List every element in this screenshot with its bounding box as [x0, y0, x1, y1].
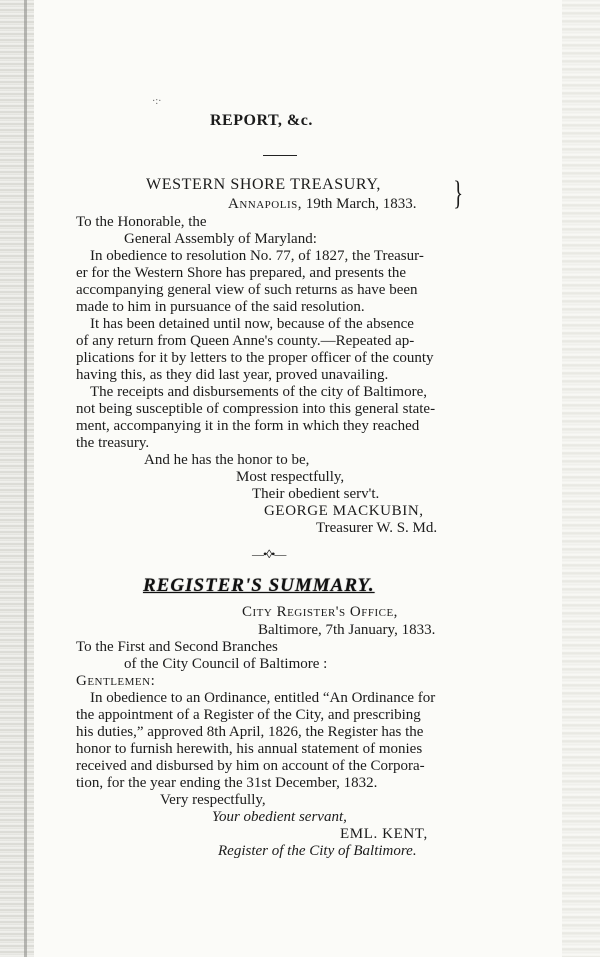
letter2-signature-title: Register of the City of Baltimore.: [218, 843, 417, 859]
letter1-closing: And he has the honor to be,: [144, 452, 310, 468]
letter2-body-line: his duties,” approved 8th April, 1826, the Register has the: [76, 724, 424, 740]
letter1-date: 19th March, 1833.: [305, 196, 417, 212]
page-title: REPORT, &c.: [210, 112, 313, 129]
letter1-body-line: accompanying general view of such returns as have been: [76, 282, 418, 298]
letter2-addressee: of the City Council of Baltimore :: [124, 656, 328, 672]
letter2-salutation: To the First and Second Branches: [76, 639, 278, 655]
letter1-body-line: plications for it by letters to the proper officer of the county: [76, 350, 434, 366]
letter1-header: WESTERN SHORE TREASURY,: [146, 176, 382, 193]
register-summary-heading: REGISTER'S SUMMARY.: [143, 575, 375, 596]
letter2-signature: EML. KENT,: [340, 826, 428, 842]
scan-binding-edge: [0, 0, 34, 957]
letter2-office: City Register's Office,: [242, 604, 398, 620]
letter1-closing: Most respectfully,: [236, 469, 345, 485]
letter2-date: Baltimore, 7th January, 1833.: [258, 622, 436, 638]
letter1-body-line: of any return from Queen Anne's county.—Repeated ap-: [76, 333, 415, 349]
letter2-body-line: In obedience to an Ordinance, entitled “An Ordinance for: [90, 690, 436, 706]
scan-page-edge: [562, 0, 600, 957]
letter2-body-line: the appointment of a Register of the City, and prescribing: [76, 707, 421, 723]
letter1-body-line: ment, accompanying it in the form in which they reached: [76, 418, 420, 434]
letter1-body-line: having this, as they did last year, proved unavailing.: [76, 367, 389, 383]
letter1-body-line: made to him in pursuance of the said resolution.: [76, 299, 365, 315]
scan-speck: ·:·: [152, 96, 162, 107]
letter1-signature-title: Treasurer W. S. Md.: [316, 520, 438, 536]
letter1-body-line: It has been detained until now, because of the absence: [90, 316, 414, 332]
letter1-dateline: [228, 196, 417, 212]
letter1-body-line: In obedience to resolution No. 77, of 1827, the Treasur-: [90, 248, 424, 264]
letter1-place: Annapolis,: [228, 196, 302, 212]
letter2-gentlemen: Gentlemen:: [76, 673, 156, 689]
letter1-addressee: General Assembly of Maryland:: [124, 231, 317, 247]
letter2-body-line: tion, for the year ending the 31st December, 1832.: [76, 775, 378, 791]
letter2-closing: Your obedient servant,: [212, 809, 347, 825]
letter1-body-line: The receipts and disbursements of the city of Baltimore,: [90, 384, 427, 400]
letter2-body-line: honor to furnish herewith, his annual statement of monies: [76, 741, 423, 757]
brace-mark: }: [453, 175, 464, 212]
letter2-body-line: received and disbursed by him on account of the Corpora-: [76, 758, 425, 774]
letter1-closing: Their obedient serv't.: [252, 486, 380, 502]
letter2-closing: Very respectfully,: [160, 792, 266, 808]
letter1-body-line: not being susceptible of compression into this general state-: [76, 401, 436, 417]
section-ornament: —•◊•—: [252, 547, 286, 561]
letter1-body-line: the treasury.: [76, 435, 150, 451]
letter1-signature: GEORGE MACKUBIN,: [264, 503, 424, 519]
title-rule: [263, 155, 297, 156]
letter1-body-line: er for the Western Shore has prepared, and presents the: [76, 265, 407, 281]
letter1-salutation: To the Honorable, the: [76, 214, 207, 230]
